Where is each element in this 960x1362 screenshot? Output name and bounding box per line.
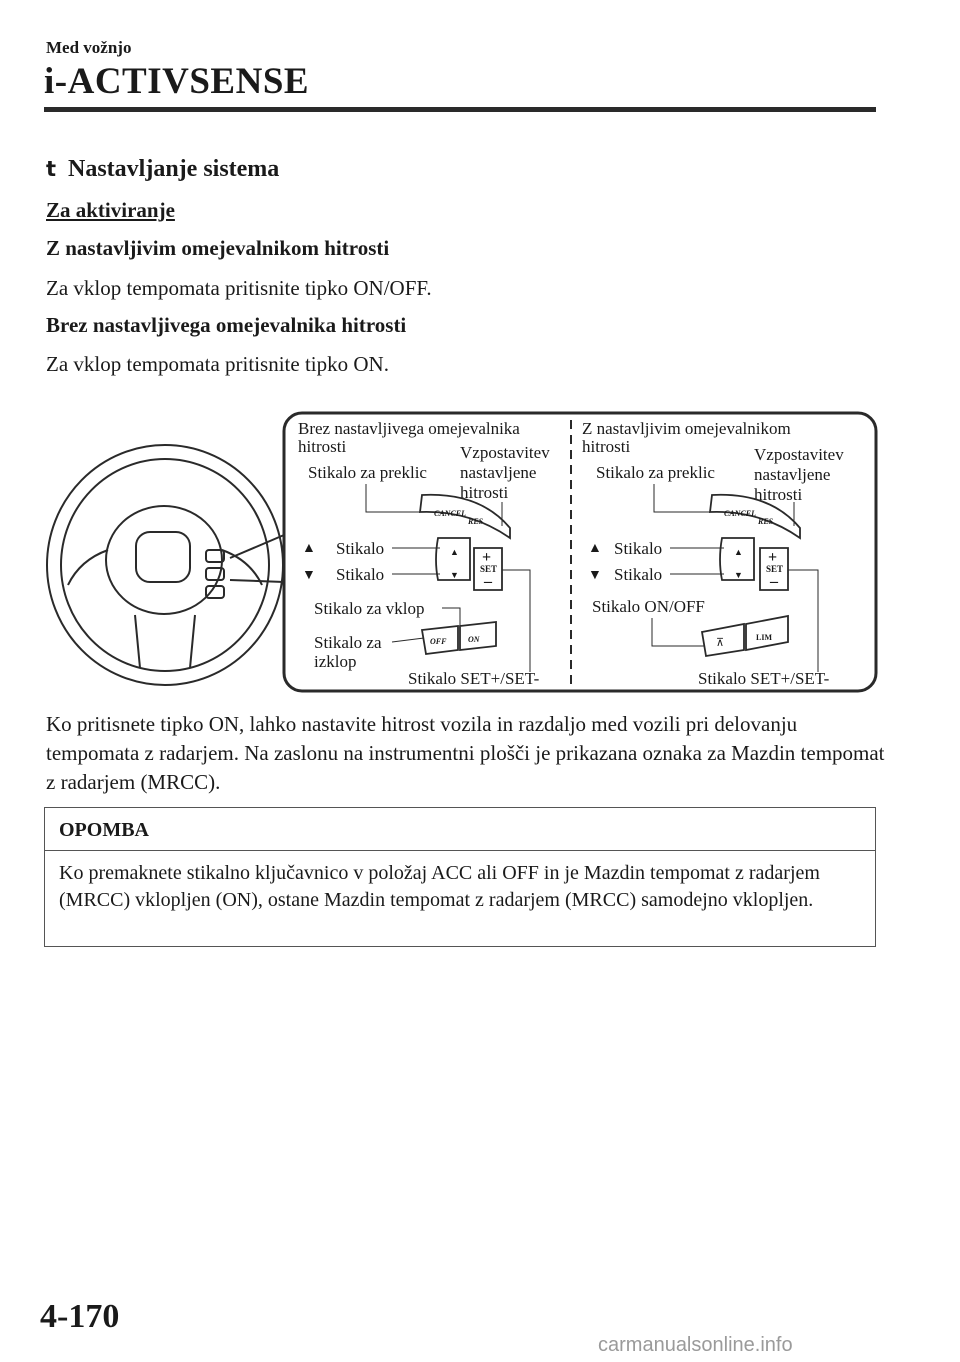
left-btn-set: SET bbox=[480, 564, 498, 574]
right-btn-cancel: CANCEL bbox=[724, 509, 757, 518]
steering-switch-illustration bbox=[40, 410, 880, 695]
block-text-without-limiter: Za vklop tempomata pritisnite tipko ON. bbox=[46, 352, 389, 376]
right-minus-icon: – bbox=[770, 573, 778, 590]
left-btn-on: ON bbox=[468, 635, 480, 644]
left-btn-cancel: CANCEL bbox=[434, 509, 467, 518]
right-down-arrow-icon: ▼ bbox=[734, 570, 743, 580]
left-panel-title-line2: hitrosti bbox=[298, 437, 347, 456]
right-cancel-label: Stikalo za preklic bbox=[596, 463, 715, 482]
watermark: carmanualsonline.info bbox=[598, 1334, 793, 1356]
note-title: OPOMBA bbox=[45, 808, 875, 851]
left-down-arrow-icon: ▼ bbox=[450, 570, 459, 580]
left-off-label-line1: Stikalo za bbox=[314, 633, 382, 652]
left-resume-label-line2: nastavljene bbox=[460, 463, 537, 482]
right-down-triangle-icon: ▼ bbox=[588, 568, 602, 583]
right-resume-label-line2: nastavljene bbox=[754, 465, 831, 484]
header-rule bbox=[44, 107, 876, 112]
page-number: 4-170 bbox=[40, 1298, 120, 1335]
note-text: Ko premaknete stikalno ključavnico v položaj ACC ali OFF in je Mazdin tempomat z radarjem (MRCC) vklopljen (ON), ostane Mazdin tempomat z radarjem (MRCC) samodejno vklopljen. bbox=[59, 862, 820, 911]
right-up-triangle-icon: ▲ bbox=[588, 541, 602, 556]
right-btn-lim: LIM bbox=[756, 633, 772, 642]
heading-bullet: t bbox=[46, 157, 57, 181]
left-off-label-line2: izklop bbox=[314, 652, 357, 671]
right-onoff-label: Stikalo ON/OFF bbox=[592, 597, 705, 616]
left-plus-icon: + bbox=[482, 549, 492, 566]
subheading: Za aktiviranje bbox=[46, 198, 175, 222]
left-up-triangle-icon: ▲ bbox=[302, 541, 316, 556]
left-btn-res: RES bbox=[468, 517, 484, 526]
note-box bbox=[44, 807, 876, 947]
heading-title: Nastavljanje sistema bbox=[68, 156, 280, 182]
left-minus-icon: – bbox=[484, 573, 492, 590]
right-panel-title-line1: Z nastavljivim omejevalnikom bbox=[582, 419, 791, 438]
block-title-with-limiter: Z nastavljivim omejevalnikom hitrosti bbox=[46, 236, 390, 260]
left-cancel-label: Stikalo za preklic bbox=[308, 463, 427, 482]
heading bbox=[46, 156, 279, 183]
steering-wheel-icon bbox=[47, 445, 283, 685]
block-text-with-limiter: Za vklop tempomata pritisnite tipko ON/OFF. bbox=[46, 276, 432, 300]
right-btn-set: SET bbox=[766, 564, 784, 574]
chapter-title: Med vožnjo bbox=[46, 38, 132, 57]
left-panel-title-line1: Brez nastavljivega omejevalnika bbox=[298, 419, 520, 438]
right-up-arrow-icon: ▲ bbox=[734, 547, 743, 557]
left-down-triangle-icon: ▼ bbox=[302, 568, 316, 583]
right-panel-title-line2: hitrosti bbox=[582, 437, 631, 456]
body-paragraph: Ko pritisnete tipko ON, lahko nastavite hitrost vozila in razdaljo med vozili pri delovanju tempomata z radarjem. Na zaslonu na instrumentni plošči je prikazana oznaka za Mazdin tempomat z radarjem (MRCC). bbox=[46, 712, 885, 794]
right-btn-res: RES bbox=[758, 517, 774, 526]
block-title-without-limiter: Brez nastavljivega omejevalnika hitrosti bbox=[46, 313, 407, 337]
left-up-arrow-icon: ▲ bbox=[450, 547, 459, 557]
right-set-label: Stikalo SET+/SET- bbox=[698, 669, 830, 688]
right-plus-icon: + bbox=[768, 549, 778, 566]
left-on-label: Stikalo za vklop bbox=[314, 599, 425, 618]
right-up-label: Stikalo bbox=[614, 539, 663, 558]
right-resume-label-line1: Vzpostavitev bbox=[754, 445, 844, 464]
left-resume-label-line1: Vzpostavitev bbox=[460, 443, 550, 462]
section-title: i-ACTIVSENSE bbox=[44, 61, 310, 102]
right-resume-label-line3: hitrosti bbox=[754, 485, 803, 504]
left-set-label: Stikalo SET+/SET- bbox=[408, 669, 540, 688]
left-up-label: Stikalo bbox=[336, 539, 385, 558]
right-cruise-icon: ⊼ bbox=[716, 637, 725, 649]
left-btn-off: OFF bbox=[430, 637, 447, 646]
left-resume-label-line3: hitrosti bbox=[460, 483, 509, 502]
left-down-label: Stikalo bbox=[336, 565, 385, 584]
right-down-label: Stikalo bbox=[614, 565, 663, 584]
